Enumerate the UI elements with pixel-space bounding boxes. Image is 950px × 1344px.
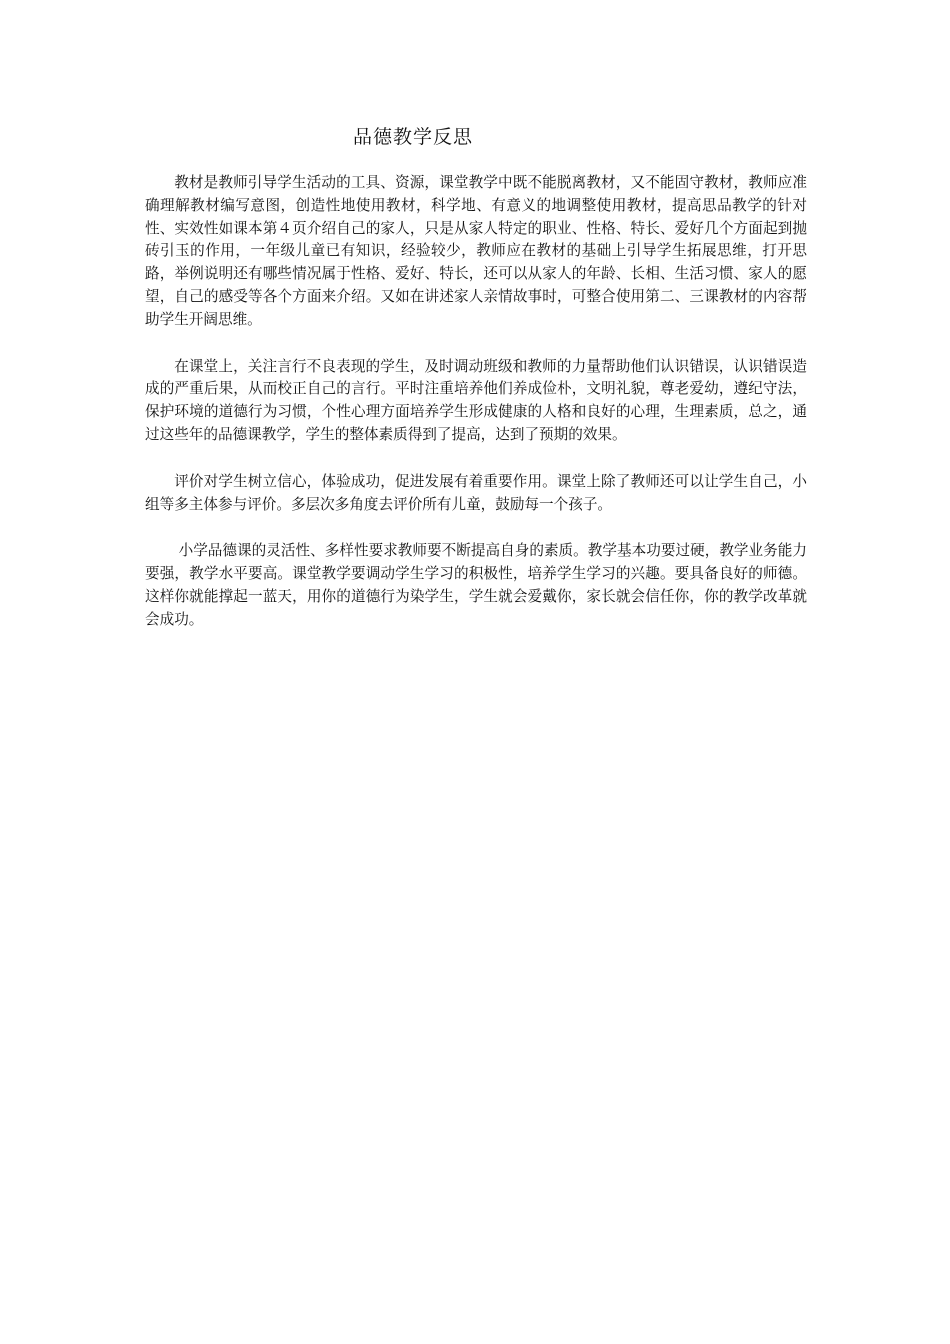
paragraph-classroom-behavior: 在课堂上，关注言行不良表现的学生，及时调动班级和教师的力量帮助他们认识错误，认识错误造成的严重后果，从而校正自己的言行。平时注重培养他们养成俭朴，文明礼貌，尊老爱幼，遵纪守法，保护环境的道德行为习惯，个性心理方面培养学生形成健康的人格和良好的心理，生理素质，总之，通过这些年的品德课教学，学生的整体素质得到了提高，达到了预期的效果。 <box>145 357 807 443</box>
paragraph-evaluation: 评价对学生树立信心，体验成功，促进发展有着重要作用。课堂上除了教师还可以让学生自己，小组等多主体参与评价。多层次多角度去评价所有儿童，鼓励每一个孩子。 <box>145 472 807 513</box>
document-body <box>145 172 807 632</box>
document-title: 品德教学反思 <box>353 126 474 148</box>
paragraph-teaching-materials: 教材是教师引导学生活动的工具、资源，课堂教学中既不能脱离教材，又不能固守教材，教师应准确理解教材编写意图，创造性地使用教材，科学地、有意义的地调整使用教材，提高思品教学的针对性、实效性如课本第４页介绍自己的家人，只是从家人特定的职业、性格、特长、爱好几个方面起到抛砖引玉的作用，一年级儿童已有知识，经验较少，教师应在教材的基础上引导学生拓展思维，打开思路，举例说明还有哪些情况属于性格、爱好、特长，还可以从家人的年龄、长相、生活习惯、家人的愿望，自己的感受等各个方面来介绍。又如在讲述家人亲情故事时，可整合使用第二、三课教材的内容帮助学生开阔思维。 <box>145 174 807 328</box>
paragraph-teacher-quality: 小学品德课的灵活性、多样性要求教师要不断提高自身的素质。教学基本功要过硬，教学业务能力要强，教学水平要高。课堂教学要调动学生学习的积极性，培养学生学习的兴趣。要具备良好的师德。这样你就能撑起一蓝天，用你的道德行为染学生，学生就会爱戴你，家长就会信任你，你的教学改革就会成功。 <box>145 542 807 628</box>
